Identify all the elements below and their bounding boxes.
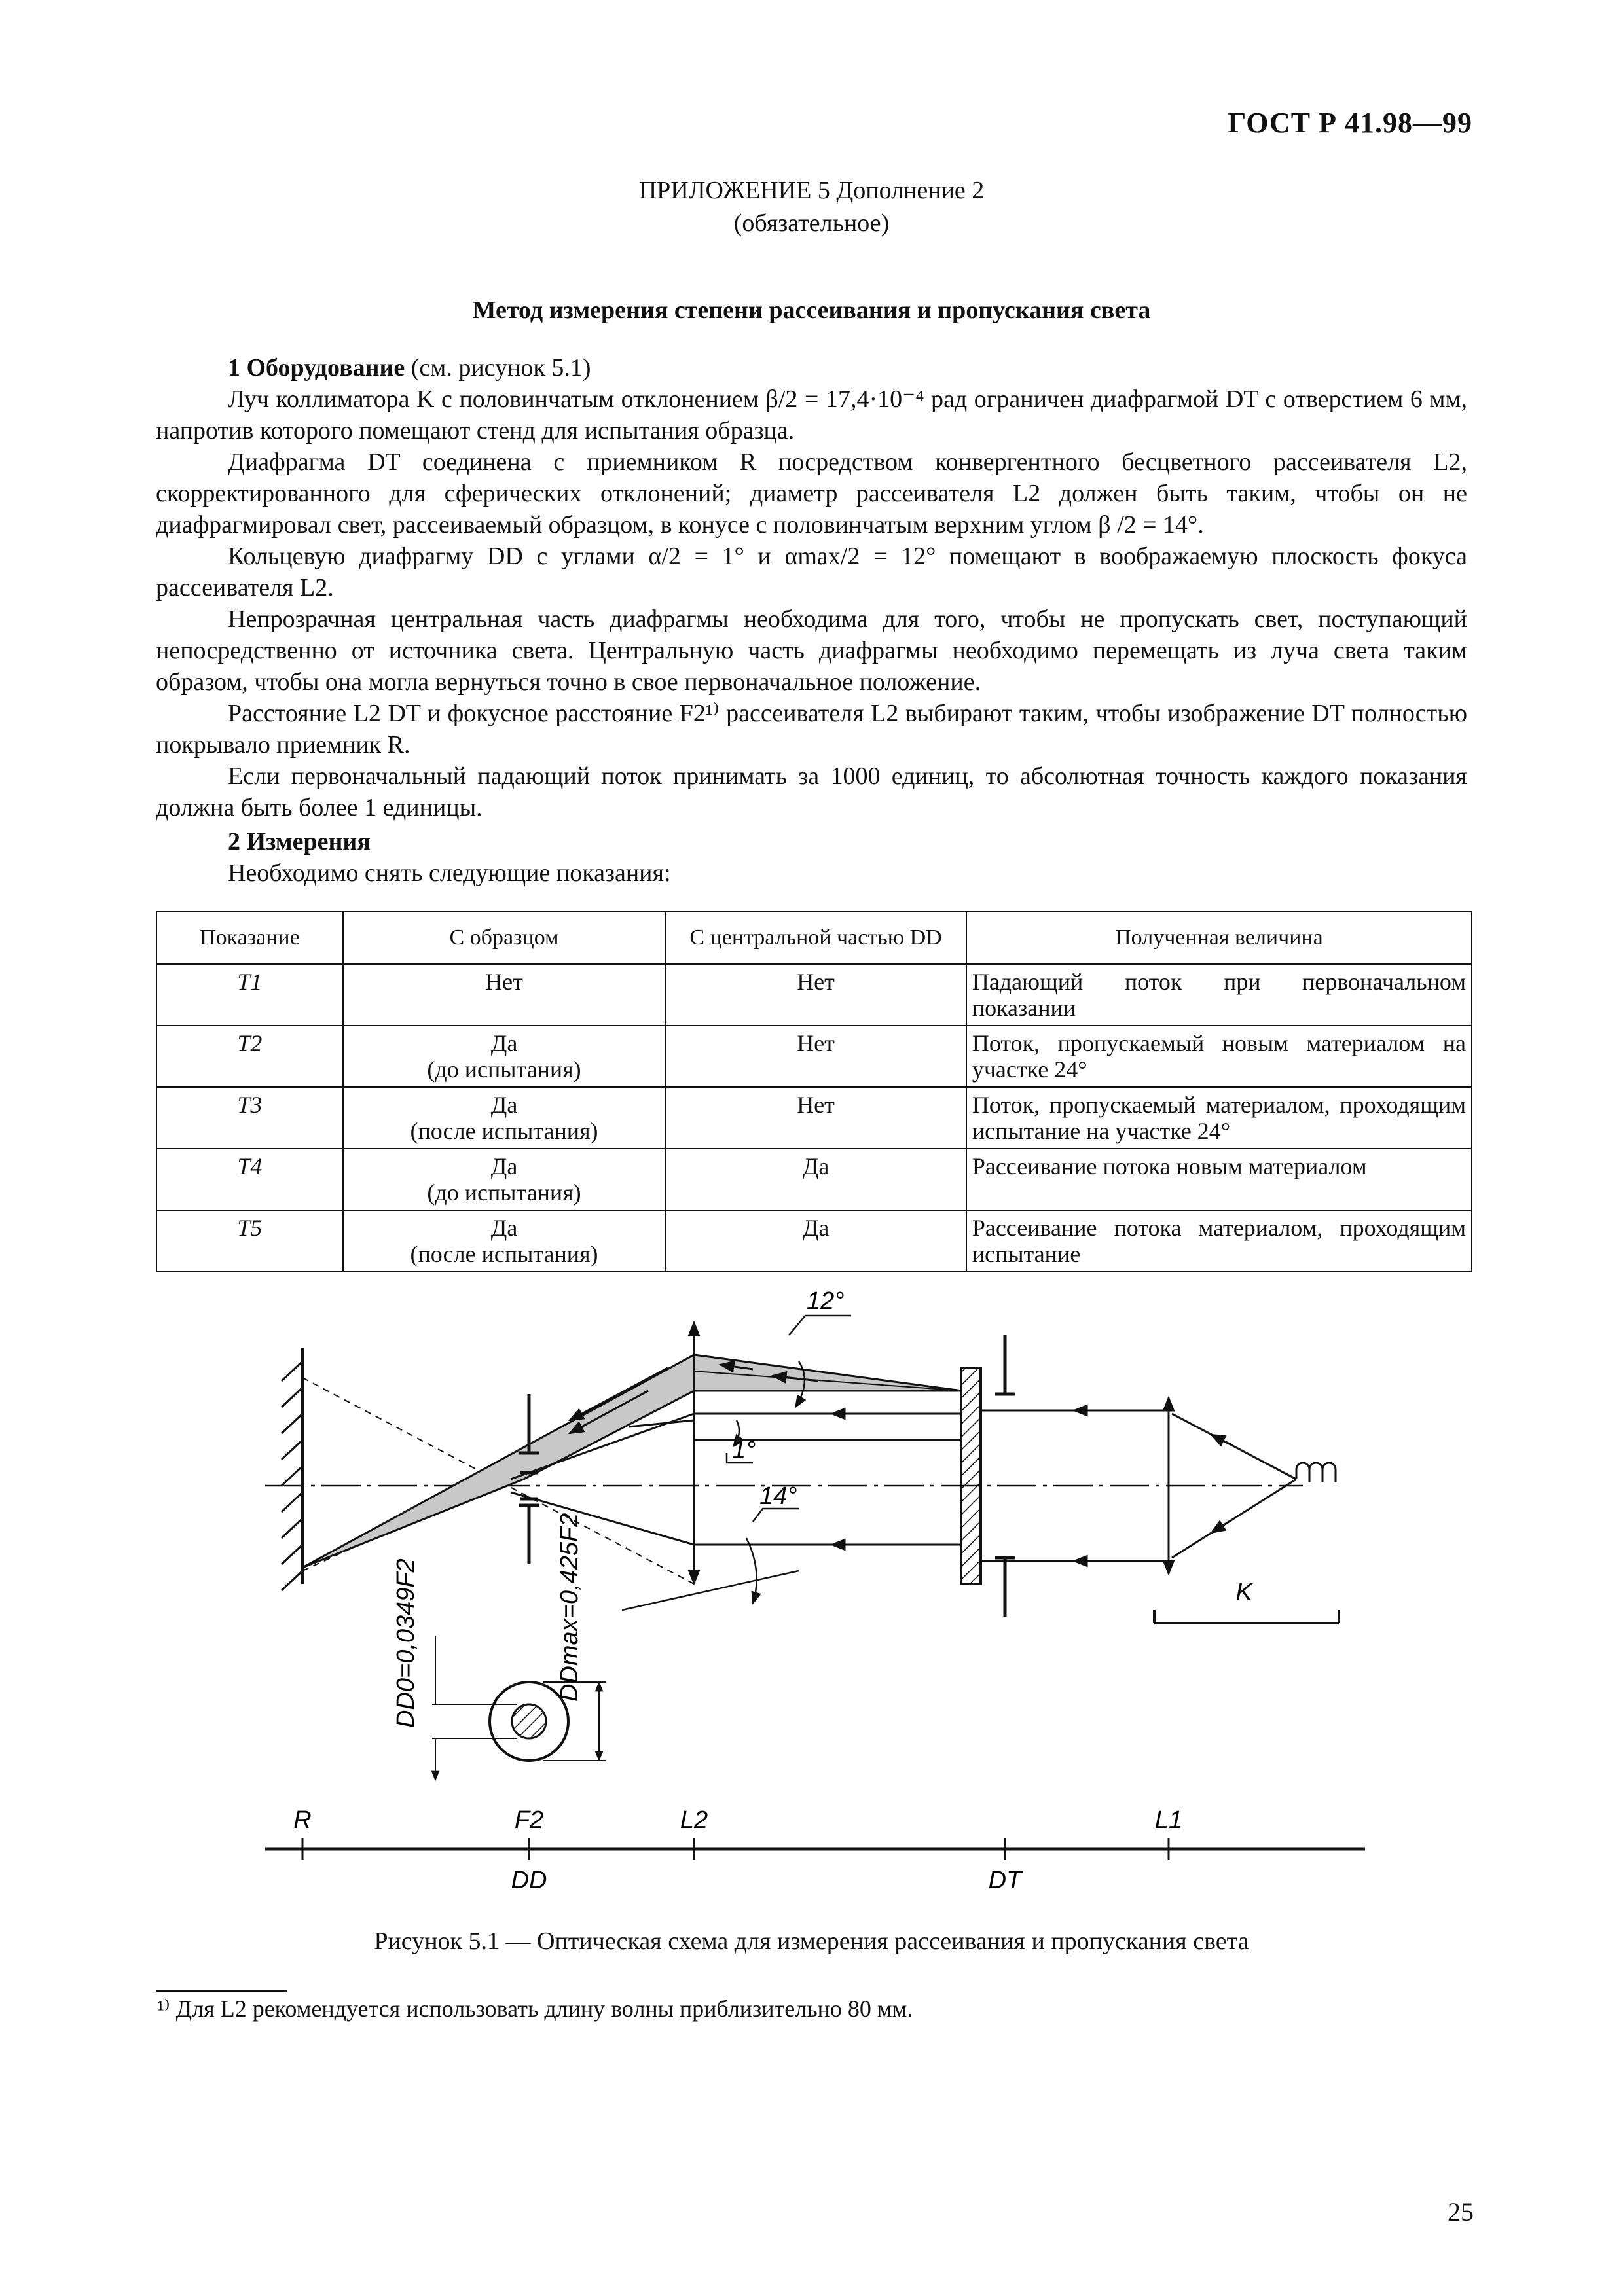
paragraph: Луч коллиматора K с половинчатым отклонением β/2 = 17,4·10⁻⁴ рад ограничен диафрагмой DT с отверстием 6 мм, напротив которого помещают стенд для испытания образца.: [156, 386, 1467, 444]
sample-plate: [961, 1368, 981, 1584]
axis-label-F2: F2: [514, 1806, 544, 1834]
reading-id: T2: [156, 1026, 343, 1087]
optical-scheme-diagram: [0, 1287, 1623, 1918]
axis-label-R: R: [293, 1806, 312, 1834]
with-sample: Да (после испытания): [343, 1210, 665, 1272]
readings-table: [156, 911, 1472, 1272]
position-axis: [265, 1806, 1365, 1894]
section-2-intro: Необходимо снять следующие показания:: [228, 859, 671, 887]
reading-id: T4: [156, 1149, 343, 1210]
angle-14-label: 14°: [759, 1482, 797, 1510]
with-central: Нет: [665, 1087, 966, 1149]
reading-id: T3: [156, 1087, 343, 1149]
label-K: K: [1235, 1579, 1252, 1606]
table-header-row: [156, 912, 1472, 964]
reading-id: T1: [156, 964, 343, 1026]
angle-1-label: 1°: [732, 1437, 756, 1464]
with-central: Да: [665, 1210, 966, 1272]
with-sample: Да (после испытания): [343, 1087, 665, 1149]
section-1-title: 1 Оборудование: [228, 354, 405, 382]
with-sample: Да (до испытания): [343, 1026, 665, 1087]
table-row: [156, 964, 1472, 1026]
paragraph: Расстояние L2 DT и фокусное расстояние F2¹⁾ рассеивателя L2 выбирают таким, чтобы изображение DT полностью покрывало приемник R.: [156, 700, 1467, 759]
paragraph: Непрозрачная центральная часть диафрагмы необходима для того, чтобы не пропускать свет, поступающий непосредственно от источника света. Центральную часть диафрагмы необходимо перемещать из луча света таким образом, чтобы она могла вернуться точно в свое первоначальное положение.: [156, 605, 1467, 696]
section-2-title: 2 Измерения: [228, 828, 371, 855]
table-header: Полученная величина: [966, 912, 1472, 964]
with-central: Нет: [665, 1026, 966, 1087]
with-sample: Нет: [343, 964, 665, 1026]
with-central: Нет: [665, 964, 966, 1026]
scattered-light-wedge: [302, 1355, 694, 1568]
table-header: С образцом: [343, 912, 665, 964]
result-value: Падающий поток при первоначальном показании: [966, 964, 1472, 1026]
angle-12-label: 12°: [807, 1287, 845, 1315]
appendix-line1: ПРИЛОЖЕНИЕ 5 Дополнение 2: [638, 177, 985, 204]
result-value: Поток, пропускаемый новым материалом на участке 24°: [966, 1026, 1472, 1087]
table-row: [156, 1087, 1472, 1149]
table-header: Показание: [156, 912, 343, 964]
section-1-heading: [156, 352, 1467, 384]
with-central: Да: [665, 1149, 966, 1210]
paragraph: Кольцевую диафрагму DD с углами α/2 = 1° и αmax/2 = 12° помещают в воображаемую плоскость фокуса рассеивателя L2.: [156, 543, 1467, 601]
standard-header: ГОСТ Р 41.98—99: [1228, 107, 1472, 139]
paragraph: Если первоначальный падающий поток принимать за 1000 единиц, то абсолютная точность каждого показания должна быть более 1 единицы.: [156, 762, 1467, 821]
result-value: Рассеивание потока новым материалом: [966, 1149, 1472, 1210]
table-row: [156, 1149, 1472, 1210]
figure-caption: Рисунок 5.1 — Оптическая схема для измерения рассеивания и пропускания света: [374, 1928, 1249, 1955]
axis-label-DT: DT: [988, 1867, 1022, 1894]
axis-label-DD: DD: [511, 1867, 547, 1894]
sample-scatter-wedge: [694, 1355, 962, 1391]
diaphragm-DT: [995, 1335, 1015, 1617]
with-sample: Да (до испытания): [343, 1149, 665, 1210]
table-row: [156, 1210, 1472, 1272]
result-value: Рассеивание потока материалом, проходящим испытание: [966, 1210, 1472, 1272]
section-1-ref: (см. рисунок 5.1): [405, 354, 591, 382]
dim-DD0-label: DD0=0,0349F2: [392, 1558, 420, 1728]
receiver-R: [282, 1348, 302, 1590]
section-1: [156, 352, 1467, 889]
table-row: [156, 1026, 1472, 1087]
axis-label-L1: L1: [1154, 1806, 1183, 1834]
appendix-line2: (обязательное): [733, 209, 890, 237]
axis-label-L2: L2: [680, 1806, 708, 1834]
document-title: Метод измерения степени рассеивания и пропускания света: [472, 296, 1151, 324]
section-2-heading: [156, 826, 1467, 857]
ring-diaphragm-detail: [392, 1513, 606, 1780]
result-value: Поток, пропускаемый материалом, проходящим испытание на участке 24°: [966, 1087, 1472, 1149]
table-header: С центральной частью DD: [665, 912, 966, 964]
appendix-heading: [0, 174, 1623, 240]
footnote-divider: [156, 1990, 287, 1992]
collimator-K-bracket: [1154, 1610, 1339, 1623]
page-number: 25: [1448, 2197, 1474, 2227]
dim-DDmax-label: DDmax=0,425F2: [556, 1513, 583, 1702]
reading-id: T5: [156, 1210, 343, 1272]
paragraph: Диафрагма DT соединена с приемником R посредством конвергентного бесцветного рассеивателя L2, скорректированного для сферических отклонений; диаметр рассеивателя L2 должен быть таким, чтобы он не диафрагмировал свет, рассеиваемый образцом, в конусе с половинчатым верхним углом β /2 = 14°.: [156, 448, 1467, 539]
footnote: ¹⁾ Для L2 рекомендуется использовать длину волны приблизительно 80 мм.: [157, 1996, 913, 2022]
